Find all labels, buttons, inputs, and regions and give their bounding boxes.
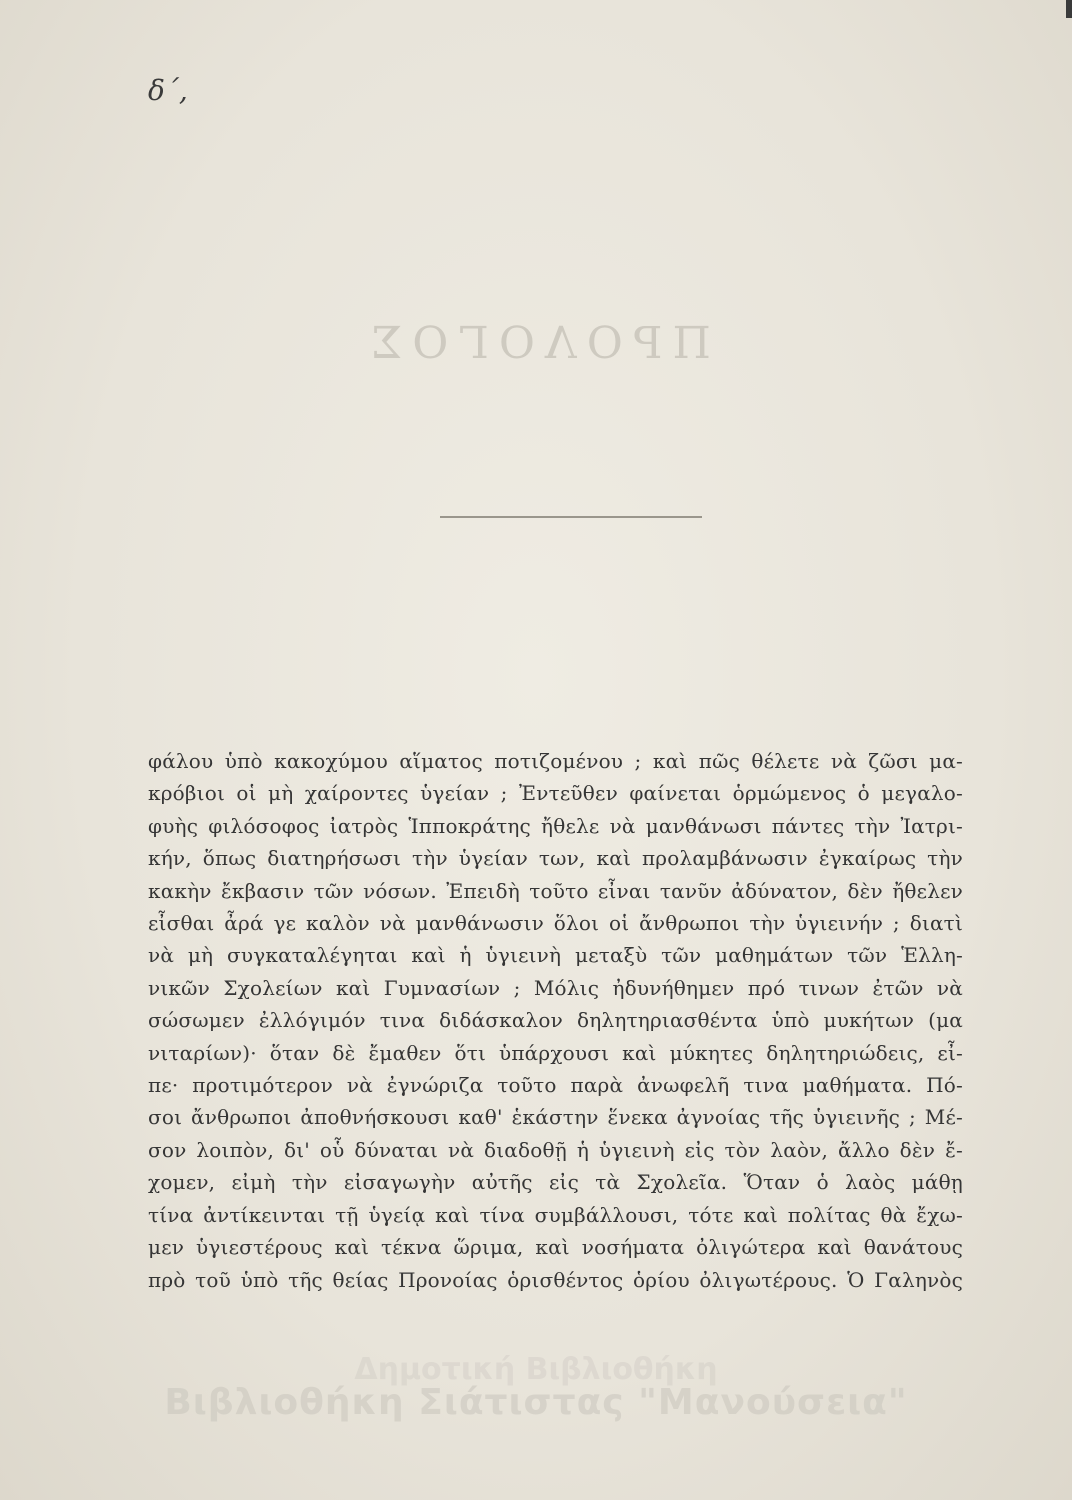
text-line: τίνα ἀντίκεινται τῇ ὑγείᾳ καὶ τίνα συμβάλλουσι, τότε καὶ πολίτας θὰ ἔχω- bbox=[148, 1202, 963, 1227]
text-line: σον λοιπὸν, δι' οὗ δύναται νὰ διαδοθῇ ἡ ὑγιεινὴ εἰς τὸν λαὸν, ἄλλο δὲν ἔ- bbox=[148, 1137, 963, 1162]
text-line: νικῶν Σχολείων καὶ Γυμνασίων ; Μόλις ἠδυνήθημεν πρό τινων ἐτῶν νὰ bbox=[148, 975, 963, 1000]
text-line: σώσωμεν ἐλλόγιμόν τινα διδάσκαλον δηλητηριασθέντα ὑπὸ μυκήτων (μα bbox=[148, 1008, 963, 1033]
library-watermark: Βιβλιοθήκη Σιάτιστας "Μανούσεια" bbox=[164, 1382, 908, 1423]
text-line: πρὸ τοῦ ὑπὸ τῆς θείας Προνοίας ὁρισθέντος ὁρίου ὀλιγωτέρους. Ὁ Γαληνὸς bbox=[148, 1267, 963, 1292]
text-line: κήν, ὅπως διατηρήσωσι τὴν ὑγείαν των, καὶ προλαμβάνωσιν ἐγκαίρως τὴν bbox=[148, 846, 963, 871]
text-line: μεν ὑγιεστέρους καὶ τέκνα ὥριμα, καὶ νοσήματα ὀλιγώτερα καὶ θανάτους bbox=[148, 1235, 963, 1260]
text-line: εἶσθαι ἆρά γε καλὸν νὰ μανθάνωσιν ὅλοι οἱ ἄνθρωποι τὴν ὑγιεινήν ; διατὶ bbox=[148, 911, 963, 936]
text-line: φυὴς φιλόσοφος ἰατρὸς Ἱπποκράτης ἤθελε νὰ μανθάνωσι πάντες τὴν Ἰατρι- bbox=[148, 813, 963, 838]
body-text bbox=[148, 745, 963, 1296]
edge-mark bbox=[1066, 0, 1072, 18]
text-line: κρόβιοι οἱ μὴ χαίροντες ὑγείαν ; Ἐντεῦθεν φαίνεται ὁρμώμενος ὁ μεγαλο- bbox=[148, 781, 963, 806]
mirrored-bleed-through-heading: ΠΡΟΛΟΓΟΣ bbox=[361, 318, 711, 369]
divider-rule bbox=[440, 516, 702, 518]
text-line: φάλου ὑπὸ κακοχύμου αἵματος ποτιζομένου ; καὶ πῶς θέλετε νὰ ζῶσι μα- bbox=[148, 749, 963, 773]
text-line: κακὴν ἔκβασιν τῶν νόσων. Ἐπειδὴ τοῦτο εἶναι τανῦν ἀδύνατον, δὲν ἤθελεν bbox=[148, 878, 963, 903]
library-watermark-top: Δημοτική Βιβλιοθήκη bbox=[354, 1352, 718, 1387]
text-line: νὰ μὴ συγκαταλέγηται καὶ ἡ ὑγιεινὴ μεταξὺ τῶν μαθημάτων τῶν Ἑλλη- bbox=[148, 943, 963, 968]
page-number: δ΄, bbox=[148, 74, 188, 107]
text-line: νιταρίων)· ὅταν δὲ ἔμαθεν ὅτι ὑπάρχουσι καὶ μύκητες δηλητηριώδεις, εἶ- bbox=[148, 1040, 963, 1065]
text-line: χομεν, εἰμὴ τὴν εἰσαγωγὴν αὐτῆς εἰς τὰ Σχολεῖα. Ὅταν ὁ λαὸς μάθῃ bbox=[148, 1170, 963, 1195]
text-line: πε· προτιμότερον νὰ ἐγνώριζα τοῦτο παρὰ ἀνωφελῆ τινα μαθήματα. Πό- bbox=[148, 1073, 963, 1098]
text-line: σοι ἄνθρωποι ἀποθνήσκουσι καθ' ἑκάστην ἕνεκα ἀγνοίας τῆς ὑγιεινῆς ; Μέ- bbox=[148, 1105, 963, 1130]
